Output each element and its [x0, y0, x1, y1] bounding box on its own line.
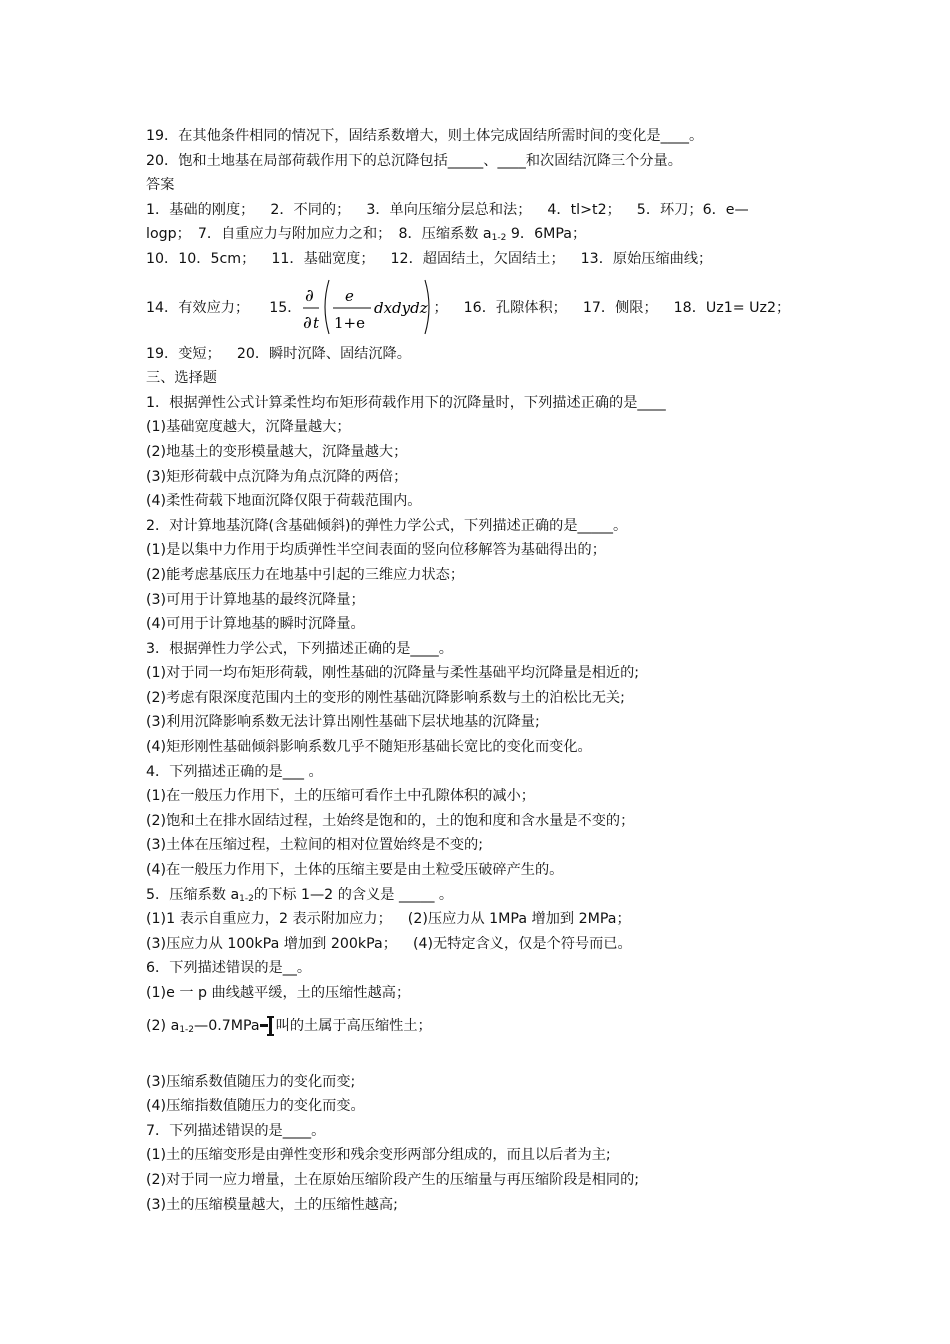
answer-text: 9．6MPa； — [506, 226, 587, 243]
option-line: (1)是以集中力作用于均质弹性半空间表面的竖向位移解答为基础得出的； — [146, 542, 606, 559]
answer-text: ； — [433, 299, 448, 316]
option-text: 叫的土属于高压缩性土； — [275, 1017, 432, 1034]
option-item: (3)压应力从 100kPa 增加到 200kPa； — [146, 935, 397, 952]
option-line: (2)对于同一应力增量，土在原始压缩阶段产生的压缩量与再压缩阶段是相同的; — [146, 1171, 640, 1188]
section-heading: 三、选择题 — [146, 370, 217, 387]
answer-text: logp； 7．自重应力与附加应力之和； 8．压缩系数 a — [146, 226, 492, 243]
answer-item: 10．10．5cm； — [146, 250, 256, 267]
answer-line — [146, 198, 826, 223]
option-line: (4)可用于计算地基的瞬时沉降量。 — [146, 616, 365, 633]
document-body — [146, 124, 826, 1217]
answer-item: 17．侧限； — [582, 299, 658, 316]
option-line: (4)柔性荷载下地面沉降仅限于荷载范围内。 — [146, 493, 422, 510]
question-line: 7．下列描述错误的是____。 — [146, 1122, 326, 1139]
answer-item: 18．Uz1= Uz2； — [673, 299, 791, 316]
text-line: 20．饱和土地基在局部荷载作用下的总沉降包括_____、____和次固结沉降三个分量。 — [146, 152, 682, 169]
question-line: 3．根据弹性力学公式，下列描述正确的是____。 — [146, 640, 453, 657]
text-line: 19．在其他条件相同的情况下，固结系数增大，则土体完成固结所需时间的变化是____。 — [146, 128, 704, 144]
option-line: (2)考虑有限深度范围内土的变形的刚性基础沉降影响系数与土的泊松比无关; — [146, 689, 625, 706]
answer-item: 19．变短； — [146, 345, 221, 362]
option-line: (1)基础宽度越大，沉降量越大； — [146, 419, 351, 436]
option-line: (3)可用于计算地基的最终沉降量； — [146, 591, 365, 608]
option-line: (3)土的压缩模量越大，土的压缩性越高; — [146, 1196, 398, 1213]
question-line: 2．对计算地基沉降(含基础倾斜)的弹性力学公式，下列描述正确的是_____。 — [146, 517, 628, 534]
answer-item: 16．孔隙体积； — [463, 299, 567, 316]
question-text: 的下标 1—2 的含义是 _____ 。 — [253, 886, 454, 903]
option-line: (3)矩形荷载中点沉降为角点沉降的两倍； — [146, 468, 408, 485]
option-line: (4)矩形刚性基础倾斜影响系数几乎不随矩形基础长宽比的变化而变化。 — [146, 739, 592, 756]
answer-line — [146, 342, 826, 367]
question-text: 5．压缩系数 a — [146, 886, 240, 903]
answer-item: 5．环刀；6．e— — [636, 201, 749, 218]
option-item: (4)无特定含义，仅是个符号而已。 — [412, 935, 632, 952]
answer-line — [146, 222, 826, 247]
answer-item: 14．有效应力； — [146, 299, 250, 316]
answer-item: 20．瞬时沉降、固结沉降。 — [236, 345, 411, 362]
option-item: (1)1 表示自重应力，2 表示附加应力； — [146, 911, 392, 928]
answer-line — [146, 247, 826, 272]
option-text: (2) a — [146, 1017, 180, 1034]
option-line: (1)e 一 p 曲线越平缓，土的压缩性越高； — [146, 985, 411, 1001]
formula-tail: dxdydz — [374, 298, 429, 317]
option-line: (3)土体在压缩过程，土粒间的相对位置始终是不变的; — [146, 837, 484, 854]
text-cursor-icon — [260, 1015, 276, 1037]
answer-item: 11．基础宽度； — [271, 250, 375, 267]
answer-line-formula — [146, 272, 826, 342]
option-line: (2)地基土的变形模量越大，沉降量越大； — [146, 443, 408, 460]
question-line: 1．根据弹性公式计算柔性均布矩形荷载作用下的沉降量时，下列描述正确的是____ — [146, 394, 666, 411]
answer-item: 15． — [269, 299, 302, 316]
formula-left-paren — [325, 280, 329, 334]
question-line: 4．下列描述正确的是___ 。 — [146, 763, 323, 780]
subscript: 1-2 — [239, 893, 254, 904]
formula-numerator: e — [345, 286, 355, 305]
option-line — [146, 932, 826, 957]
subscript: 1-2 — [491, 233, 507, 244]
option-line: (1)在一般压力作用下，土的压缩可看作土中孔隙体积的减小； — [146, 788, 535, 805]
answer-item: 12．超固结土，欠固结土； — [390, 250, 565, 267]
subscript: 1-2 — [179, 1024, 195, 1035]
answer-item: 13．原始压缩曲线； — [580, 250, 713, 267]
option-line: (1)对于同一均布矩形荷载，刚性基础的沉降量与柔性基础平均沉降量是相近的; — [146, 665, 640, 682]
option-line: (3)利用沉降影响系数无法计算出刚性基础下层状地基的沉降量; — [146, 714, 540, 731]
option-line: (4)压缩指数值随压力的变化而变。 — [146, 1098, 365, 1115]
answers-heading: 答案 — [146, 177, 175, 194]
formula-denominator: 1+e — [334, 313, 366, 332]
formula-partial: ∂ — [303, 312, 313, 333]
formula-t: t — [313, 313, 320, 332]
option-text: —0.7MPa — [194, 1017, 260, 1034]
option-line: (4)在一般压力作用下，土体的压缩主要是由土粒受压破碎产生的。 — [146, 862, 564, 879]
question-line — [146, 883, 826, 908]
formula-partial: ∂ — [305, 285, 315, 306]
option-line: (1)土的压缩变形是由弹性变形和残余变形两部分组成的，而且以后者为主; — [146, 1147, 611, 1164]
option-line — [146, 1006, 826, 1046]
option-line — [146, 907, 826, 932]
answer-item: 4．tl>t2； — [547, 201, 621, 218]
answer-item: 2．不同的； — [270, 201, 351, 218]
question-line: 6．下列描述错误的是__。 — [146, 960, 312, 977]
option-line: (2)能考虑基底压力在地基中引起的三维应力状态； — [146, 566, 465, 583]
option-line: (2)饱和土在排水固结过程，土始终是饱和的，土的饱和度和含水量是不变的； — [146, 812, 635, 829]
consolidation-formula — [301, 276, 433, 338]
answer-item: 1．基础的刚度； — [146, 201, 255, 218]
answer-item: 3．单向压缩分层总和法； — [366, 201, 532, 218]
option-line: (3)压缩系数值随压力的变化而变; — [146, 1073, 356, 1090]
option-item: (2)压应力从 1MPa 增加到 2MPa； — [407, 911, 631, 928]
